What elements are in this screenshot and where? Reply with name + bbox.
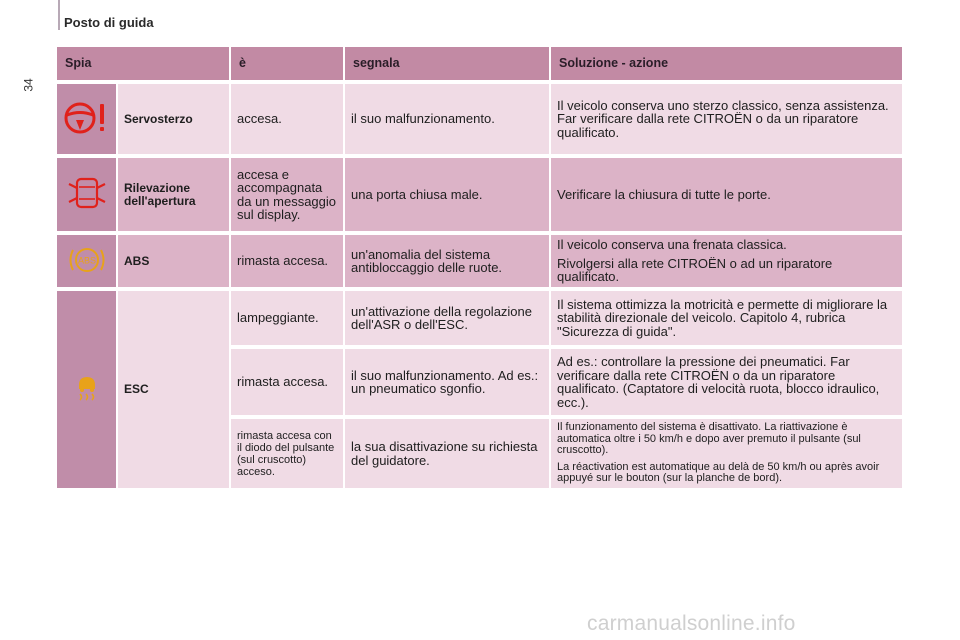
warning-signal: un'attivazione della regolazione dell'ASR o dell'ESC.: [344, 289, 550, 347]
warning-signal: un'anomalia del sistema antibloccaggio delle ruote.: [344, 233, 550, 289]
section-margin-bar: [58, 0, 60, 30]
esc-warning-icon: [70, 371, 104, 408]
header-spia: Spia: [57, 47, 230, 82]
warning-solution: Ad es.: controllare la pressione dei pneumatici. Far verificare dalla rete CITROËN o da un riparatore qualificato. (Captatore di velocità ruota, blocco idraulico, ecc.).: [550, 347, 902, 417]
warning-name: Rilevazione dell'apertura: [117, 156, 230, 233]
power-steering-warning-icon: [62, 100, 112, 139]
warning-signal: una porta chiusa male.: [344, 156, 550, 233]
warning-state: lampeggiante.: [230, 289, 344, 347]
icon-cell: [57, 82, 117, 156]
door-open-warning-icon: [65, 176, 109, 213]
page-number: 34: [21, 78, 36, 92]
warning-signal: la sua disattivazione su richiesta del guidatore.: [344, 417, 550, 490]
section-title: Posto di guida: [64, 15, 154, 30]
warning-lights-table: [57, 47, 902, 492]
warning-state: accesa.: [230, 82, 344, 156]
warning-name: ABS: [117, 233, 230, 289]
table-row: [57, 233, 902, 289]
table-row: [57, 156, 902, 233]
warning-name: ESC: [117, 289, 230, 490]
warning-solution: Il veicolo conserva uno sterzo classico, senza assistenza. Far verificare dalla rete CITROËN o da un riparatore qualificato.: [550, 82, 902, 156]
header-segnala: segnala: [344, 47, 550, 82]
warning-solution: Il veicolo conserva una frenata classica. Rivolgersi alla rete CITROËN o ad un riparatore qualificato.: [550, 233, 902, 289]
header-soluzione: Soluzione - azione: [550, 47, 902, 82]
table-row: [57, 82, 902, 156]
abs-warning-icon: [67, 245, 107, 278]
icon-cell: [57, 156, 117, 233]
svg-text:ABS: ABS: [77, 255, 96, 266]
header-e: è: [230, 47, 344, 82]
warning-signal: il suo malfunzionamento. Ad es.: un pneumatico sgonfio.: [344, 347, 550, 417]
warning-solution: Il funzionamento del sistema è disattivato. La riattivazione è automatica oltre i 50 km/h e dopo aver premuto il pulsante (sul cruscotto). La réactivation est automatique au delà de 50 km/h ou après avoir appuyé sur le bouton (sur la planche de bord).: [550, 417, 902, 490]
table-row: [57, 289, 902, 347]
warning-name: Servosterzo: [117, 82, 230, 156]
warning-solution: Il sistema ottimizza la motricità e permette di migliorare la stabilità direzionale del veicolo. Capitolo 4, rubrica "Sicurezza di guida".: [550, 289, 902, 347]
warning-state: rimasta accesa.: [230, 347, 344, 417]
warning-state: accesa e accompagnata da un messaggio sul display.: [230, 156, 344, 233]
warning-signal: il suo malfunzionamento.: [344, 82, 550, 156]
table-header-row: [57, 47, 902, 82]
watermark-text: carmanualsonline.info: [587, 612, 796, 635]
warning-state: rimasta accesa con il diodo del pulsante (sul cruscotto) acceso.: [230, 417, 344, 490]
icon-cell: [57, 233, 117, 289]
warning-state: rimasta accesa.: [230, 233, 344, 289]
icon-cell: [57, 289, 117, 490]
warning-solution: Verificare la chiusura di tutte le porte.: [550, 156, 902, 233]
